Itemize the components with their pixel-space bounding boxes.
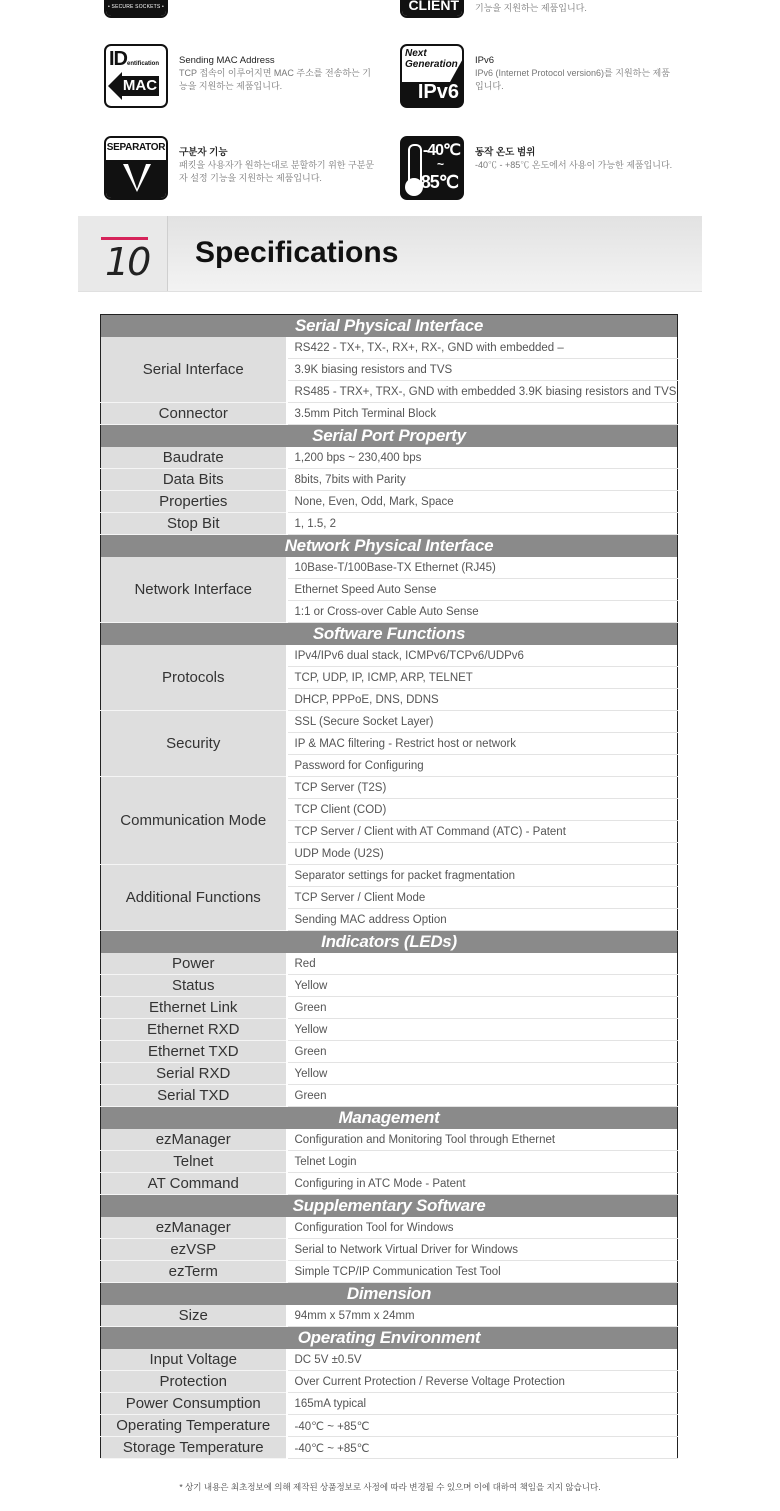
spec-label: ezVSP <box>101 1239 287 1261</box>
spec-value: Green <box>287 1041 678 1063</box>
spec-label: Telnet <box>101 1151 287 1173</box>
section-header-row <box>101 535 678 558</box>
spec-value: RS485 - TRX+, TRX-, GND with embedded 3.9K biasing resistors and TVS <box>287 381 678 403</box>
spec-label: Status <box>101 975 287 997</box>
table-row <box>101 513 678 535</box>
spec-label: AT Command <box>101 1173 287 1195</box>
spec-value: Red <box>287 953 678 975</box>
spec-label: Ethernet Link <box>101 997 287 1019</box>
spec-value: Sending MAC address Option <box>287 909 678 931</box>
spec-label: Properties <box>101 491 287 513</box>
feature-title: 동작 온도 범위 <box>475 147 536 158</box>
spec-value: Yellow <box>287 975 678 997</box>
spec-value: Yellow <box>287 1019 678 1041</box>
spec-value: Configuration and Monitoring Tool through Ethernet <box>287 1129 678 1151</box>
spec-label: Baudrate <box>101 447 287 469</box>
spec-label: Size <box>101 1305 287 1327</box>
section-header-row <box>101 425 678 448</box>
spec-value: -40℃ ~ +85℃ <box>287 1415 678 1437</box>
spec-value: UDP Mode (U2S) <box>287 843 678 865</box>
section-header: Network Physical Interface <box>101 535 678 558</box>
section-header-row <box>101 623 678 646</box>
spec-value: Serial to Network Virtual Driver for Windows <box>287 1239 678 1261</box>
feature-title: 구분자 기능 <box>179 147 228 158</box>
section-header: Operating Environment <box>101 1327 678 1350</box>
temp-low-text: -40℃ <box>422 142 460 159</box>
spec-value: SSL (Secure Socket Layer) <box>287 711 678 733</box>
feature-title: Sending MAC Address <box>179 55 275 66</box>
spec-value: Separator settings for packet fragmentation <box>287 865 678 887</box>
table-row <box>101 1173 678 1195</box>
spec-label: Protection <box>101 1371 287 1393</box>
ssl-secure-sockets-icon <box>104 0 168 18</box>
spec-value: Password for Configuring <box>287 755 678 777</box>
table-row <box>101 491 678 513</box>
feature-desc: 패킷을 사용자가 원하는대로 분할하기 위한 구분문자 설정 기능을 지원하는 제품입니다. <box>179 160 375 183</box>
table-row <box>101 1239 678 1261</box>
spec-label: Stop Bit <box>101 513 287 535</box>
spec-value: DHCP, PPPoE, DNS, DDNS <box>287 689 678 711</box>
table-row <box>101 557 678 579</box>
feature-desc: IPv6 (Internet Protocol version6)를 지원하는 제품입니다. <box>475 68 670 91</box>
section-header: Dimension <box>101 1283 678 1306</box>
table-row <box>101 645 678 667</box>
separator-text: SEPARATOR <box>106 138 166 160</box>
table-row <box>101 469 678 491</box>
spec-label: Operating Temperature <box>101 1415 287 1437</box>
section-header: Serial Physical Interface <box>101 315 678 338</box>
spec-value: IPv4/IPv6 dual stack, ICMPv6/TCPv6/UDPv6 <box>287 645 678 667</box>
spec-label: Ethernet TXD <box>101 1041 287 1063</box>
table-row <box>101 865 678 887</box>
mac-text: MAC <box>122 77 158 94</box>
spec-label: ezManager <box>101 1217 287 1239</box>
section-heading <box>78 216 702 292</box>
feature-desc: TCP 접속이 이루어지면 MAC 주소를 전송하는 기능을 지원하는 제품입니다. <box>179 68 371 91</box>
spec-label: Power <box>101 953 287 975</box>
section-header: Management <box>101 1107 678 1130</box>
spec-value: Telnet Login <box>287 1151 678 1173</box>
spec-value: Over Current Protection / Reverse Voltage Protection <box>287 1371 678 1393</box>
table-row <box>101 1151 678 1173</box>
spec-value: 3.9K biasing resistors and TVS <box>287 359 678 381</box>
section-header: Supplementary Software <box>101 1195 678 1218</box>
spec-value: 165mA typical <box>287 1393 678 1415</box>
spec-value: 10Base-T/100Base-TX Ethernet (RJ45) <box>287 557 678 579</box>
spec-value: Green <box>287 1085 678 1107</box>
spec-value: TCP, UDP, IP, ICMP, ARP, TELNET <box>287 667 678 689</box>
spec-value: 1:1 or Cross-over Cable Auto Sense <box>287 601 678 623</box>
feature-client <box>400 0 675 18</box>
section-number: 10 <box>105 240 150 284</box>
table-row <box>101 337 678 359</box>
feature-desc: 기능을 지원하는 제품입니다. <box>475 3 587 13</box>
spec-label: ezTerm <box>101 1261 287 1283</box>
spec-value: Simple TCP/IP Communication Test Tool <box>287 1261 678 1283</box>
spec-label: Data Bits <box>101 469 287 491</box>
table-row <box>101 1437 678 1459</box>
ipv6-text: IPv6 <box>417 81 459 103</box>
spec-value: 1,200 bps ~ 230,400 bps <box>287 447 678 469</box>
spec-label: ezManager <box>101 1129 287 1151</box>
temp-high-text: 85℃ <box>420 172 458 192</box>
section-header-row <box>101 1327 678 1350</box>
table-row <box>101 1415 678 1437</box>
next-generation-text: Next Generation <box>405 48 458 70</box>
section-header-row <box>101 1283 678 1306</box>
section-header-row <box>101 931 678 954</box>
section-header-row <box>101 1195 678 1218</box>
table-row <box>101 1261 678 1283</box>
spec-label: Communication Mode <box>101 777 287 865</box>
identification-mac-icon <box>104 44 168 108</box>
table-row <box>101 1041 678 1063</box>
spec-label: Serial RXD <box>101 1063 287 1085</box>
table-row <box>101 711 678 733</box>
spec-value: TCP Server (T2S) <box>287 777 678 799</box>
spec-label: Serial Interface <box>101 337 287 403</box>
spec-value: Configuring in ATC Mode - Patent <box>287 1173 678 1195</box>
feature-ipv6 <box>400 44 675 108</box>
spec-label: Additional Functions <box>101 865 287 931</box>
spec-value: Yellow <box>287 1063 678 1085</box>
spec-value: TCP Client (COD) <box>287 799 678 821</box>
id-text: IDentification <box>109 48 160 70</box>
spec-label: Serial TXD <box>101 1085 287 1107</box>
spec-label: Power Consumption <box>101 1393 287 1415</box>
spec-table <box>100 314 678 1459</box>
spec-value: None, Even, Odd, Mark, Space <box>287 491 678 513</box>
tcp-client-icon <box>400 0 464 18</box>
spec-value: 1, 1.5, 2 <box>287 513 678 535</box>
spec-value: TCP Server / Client with AT Command (ATC) - Patent <box>287 821 678 843</box>
table-row <box>101 1019 678 1041</box>
table-row <box>101 1393 678 1415</box>
table-row <box>101 1217 678 1239</box>
feature-title: IPv6 <box>475 55 495 66</box>
spec-label: Network Interface <box>101 557 287 623</box>
feature-desc: -40℃ - +85℃ 온도에서 사용이 가능한 제품입니다. <box>475 160 673 170</box>
section-header: Software Functions <box>101 623 678 646</box>
section-header-row <box>101 1107 678 1130</box>
separator-icon <box>104 136 168 200</box>
spec-label: Protocols <box>101 645 287 711</box>
spec-value: -40℃ ~ +85℃ <box>287 1437 678 1459</box>
spec-label: Connector <box>101 403 287 425</box>
section-title: Specifications <box>195 236 399 269</box>
table-row <box>101 777 678 799</box>
arrow-left-icon <box>108 72 122 100</box>
feature-temperature <box>400 136 675 200</box>
spec-label: Storage Temperature <box>101 1437 287 1459</box>
spec-value: IP & MAC filtering - Restrict host or network <box>287 733 678 755</box>
table-row <box>101 1371 678 1393</box>
footnote: * 상기 내용은 최초정보에 의해 제작된 상품정보로 사정에 따라 변경될 수 있으며 이에 대하여 책임을 지지 않습니다. <box>179 1482 601 1492</box>
spec-value: Green <box>287 997 678 1019</box>
spec-value: DC 5V ±0.5V <box>287 1349 678 1371</box>
section-number-box <box>78 216 168 291</box>
spec-value: Configuration Tool for Windows <box>287 1217 678 1239</box>
section-header: Indicators (LEDs) <box>101 931 678 954</box>
spec-value: 3.5mm Pitch Terminal Block <box>287 403 678 425</box>
table-row <box>101 953 678 975</box>
table-row <box>101 997 678 1019</box>
section-header-row <box>101 315 678 338</box>
table-row <box>101 1063 678 1085</box>
spec-value: 8bits, 7bits with Parity <box>287 469 678 491</box>
spec-label: Input Voltage <box>101 1349 287 1371</box>
spec-value: TCP Server / Client Mode <box>287 887 678 909</box>
table-row <box>101 975 678 997</box>
table-row <box>101 1085 678 1107</box>
spec-label: Security <box>101 711 287 777</box>
feature-mac <box>104 44 379 108</box>
spec-value: RS422 - TX+, TX-, RX+, RX-, GND with embedded – <box>287 337 678 359</box>
spec-value: 94mm x 57mm x 24mm <box>287 1305 678 1327</box>
spec-value: Ethernet Speed Auto Sense <box>287 579 678 601</box>
table-row <box>101 1129 678 1151</box>
client-icon-label: CLIENT <box>402 0 462 16</box>
table-row <box>101 403 678 425</box>
spec-label: Ethernet RXD <box>101 1019 287 1041</box>
section-header: Serial Port Property <box>101 425 678 448</box>
thermometer-icon <box>400 136 464 200</box>
table-row <box>101 1349 678 1371</box>
feature-separator <box>104 136 379 200</box>
table-row <box>101 447 678 469</box>
temp-tilde: ~ <box>436 157 444 171</box>
ssl-icon-label: • SECURE SOCKETS • <box>106 0 166 16</box>
table-row <box>101 1305 678 1327</box>
next-generation-ipv6-icon <box>400 44 464 108</box>
